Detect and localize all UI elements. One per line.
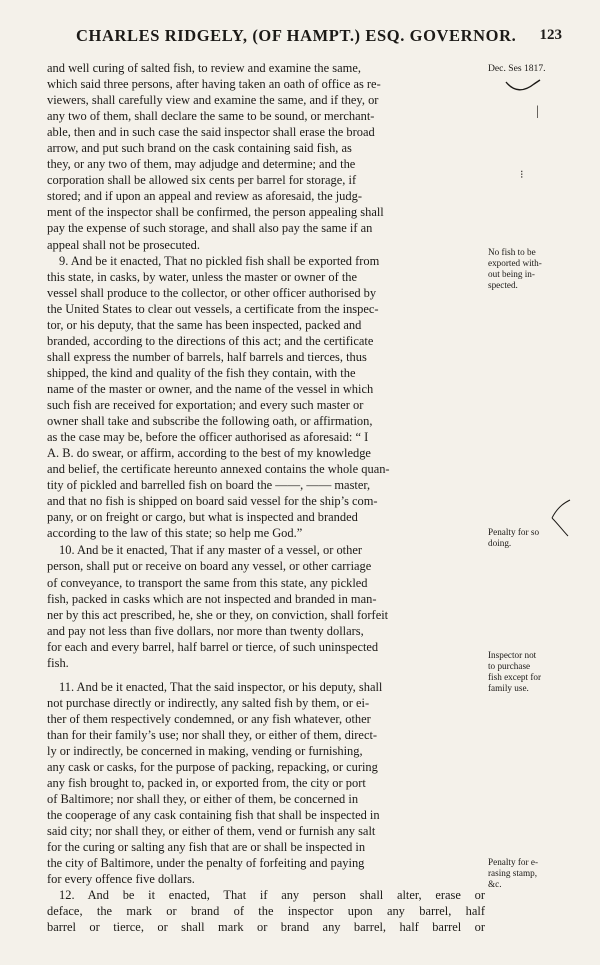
- handwritten-check-mark: [548, 498, 574, 538]
- margin-note-penalty: Penalty for so doing.: [488, 527, 540, 548]
- pencil-dot-mark: ⁝: [520, 169, 524, 181]
- pencil-stroke-mark: |: [536, 104, 539, 119]
- paragraph-11: 11. And be it enacted, That the said inspector, or his deputy, shall not purchase directly or indirectly, any salted fish by them, or ei- ther of them respectively condemned, or any fish whatever, other than for their family’s use; nor shall they, or either of them, direct- ly or indirectly, be concerned in making, vending or furnishing, any cask or casks, for the purpose of packing, repacking, or curing any fish brought to, packed in, or exported from, the city or port of Baltimore; nor shall they, or either of them, be concerned in the cooperage of any cask containing fish that shall be inspected in said city; nor shall they, or either of them, vend or furnish any salt for the curing or salting any fish that are or shall be inspected in the city of Baltimore, under the penalty of forfeiting and paying for every offence five dollars.: [47, 679, 383, 887]
- handwritten-bracket-mark: [504, 76, 544, 94]
- paragraph-12: 12. And be it enacted, That if any person shall alter, erase or deface, the mark or brand of the inspector upon any barrel, half barrel or tierce, or shall mark or brand any barrel, half barrel or: [47, 888, 485, 935]
- paragraph-9: 9. And be it enacted, That no pickled fish shall be exported from this state, in casks, by water, unless the master or owner of the vessel shall produce to the collector, or other officer authorised by the United States to clear out vessels, a certificate from the inspec- tor, or his deputy, that the same has been inspected, packed and branded, according to the directions of this act; and the certificate shall express the number of barrels, half barrels and tierces, thus shipped, the kind and quality of the fish they contain, with the name of the master or owner, and the name of the vessel in which such fish are received for exportation; and every such master or owner shall take and subscribe the following oath, or affirmation, as the case may be, before the officer authorised as aforesaid: “ I A. B. do swear, or affirm, according to the best of my knowledge and belief, the certificate hereunto annexed contains the whole quan- tity of pickled and barrelled fish on board the ——, —— master, and that no fish is shipped on board said vessel for the ship’s com- pany, or on freight or cargo, but what is inspected and branded according to the law of this state; so help me God.”: [47, 253, 390, 541]
- margin-note-penalty-erasing: Penalty for e- rasing stamp, &c.: [488, 857, 539, 889]
- paragraph-10: 10. And be it enacted, That if any master of a vessel, or other person, shall put or receive on board any vessel, or other carriage of conveyance, to transport the same from this state, any pickled fish, packed in casks which are not inspected and branded in man- ner by this act prescribed, he, she or they, on conviction, shall forfeit and pay not less than five dollars, nor more than twenty dollars, for each and every barrel, half barrel or tierce, of such uninspected fish.: [47, 543, 389, 670]
- page-number: 123: [539, 27, 562, 43]
- header-title: CHARLES RIDGELY, (OF HAMPT.) ESQ. GOVERNOR.: [76, 26, 517, 45]
- body-text: [47, 60, 485, 936]
- paragraph-8-continuation: and well curing of salted fish, to review and examine the same, which said three persons, after having taken an oath of office as re- viewers, shall carefully view and examine the same, and if they, or any two of them, shall declare the same to be sound, or merchant- able, then and in such case the said inspector shall erase the broad arrow, and put such brand on the cask containing said fish, as they, or any two of them, may adjudge and determine; and the corporation shall be allowed six cents per barrel for storage, if stored; and if upon an appeal and review as aforesaid, the judg- ment of the inspector shall be confirmed, the person appealing shall pay the expense of such storage, and shall also pay the same if an appeal shall not be prosecuted.: [47, 61, 384, 252]
- margin-note-session: Dec. Ses 1817.: [488, 63, 546, 74]
- margin-note-inspector-purchase: Inspector not to purchase fish except for family use.: [488, 650, 542, 693]
- running-header: [62, 26, 562, 50]
- margin-note-no-fish-exported: No fish to be exported with- out being in- spected.: [488, 247, 542, 290]
